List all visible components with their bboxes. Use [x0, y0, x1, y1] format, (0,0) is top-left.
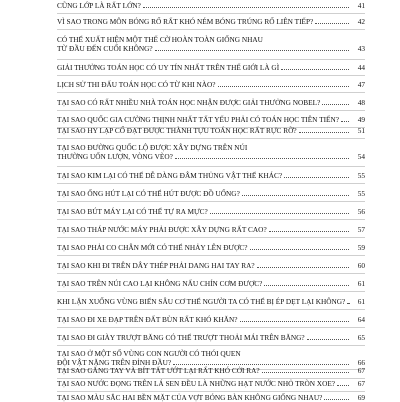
toc-entry-title: TẠI SAO PHẢI CO CHÂN MỚI CÓ THỂ NHẢY LÊN ĐƯỢC? [57, 243, 248, 252]
toc-entry-title: TẠI SAO ĐI XE ĐẠP TRÊN ĐẤT BÙN RẤT KHÓ KHĂN? [57, 315, 238, 324]
divider [57, 201, 365, 202]
toc-entry[interactable] [57, 297, 365, 306]
toc-entry[interactable] [57, 333, 365, 342]
dot-leader [175, 158, 349, 159]
toc-entry[interactable] [57, 393, 365, 402]
toc-entry-title: TẠI SAO CÓ RẤT NHIỀU NHÀ TOÁN HỌC NHẬN ĐƯỢC GIẢI THƯỞNG NOBEL? [57, 98, 321, 107]
toc-entry[interactable] [57, 63, 365, 72]
divider [57, 13, 365, 14]
toc-page-number: 67 [357, 366, 365, 375]
toc-entry-title: CÓ THỂ XUẤT HIỆN MỘT THẾ CỜ HOÀN TOÀN GIỐNG NHAU [57, 35, 263, 44]
divider [57, 110, 365, 111]
dot-leader [257, 267, 349, 268]
toc-entry[interactable] [57, 35, 365, 53]
toc-page-number: 66 [357, 358, 365, 367]
dot-leader [337, 385, 349, 386]
toc-entry-title: VÌ SAO TRONG MÔN BÓNG RỔ RẤT KHÓ NÉM BÓNG TRÚNG RỔ LIÊN TIẾP? [57, 17, 314, 26]
toc-entry-title: TẠI SAO GĂNG TAY VÀ BÍT TẤT ƯỚT LẠI RẤT KHÓ CỞI RA? [57, 366, 260, 375]
divider [57, 273, 365, 274]
toc-entry-title: GIẢI THƯỞNG TOÁN HỌC CÓ UY TÍN NHẤT TRÊN THẾ GIỚI LÀ GÌ [57, 63, 280, 72]
toc-page-number: 67 [357, 379, 365, 388]
toc-entry[interactable] [57, 189, 365, 198]
toc-page-number: 55 [357, 189, 365, 198]
dot-leader [264, 285, 349, 286]
toc-entry-title: TẠI SAO BÚT MÁY LẠI CÓ THỂ TỰ RA MỰC? [57, 207, 208, 216]
toc-page-number: 65 [357, 333, 365, 342]
dot-leader [341, 121, 349, 122]
toc-entry-title: TẠI SAO THÁP NƯỚC MÁY PHẢI ĐƯỢC XÂY DỰNG RẤT CAO? [57, 225, 267, 234]
toc-page-number: 55 [357, 171, 365, 180]
toc-entry-title: KHI LẶN XUỐNG VÙNG BIỂN SÂU CƠ THỂ NGƯỜI TA CÓ THỂ BỊ ÉP DẸT LẠI KHÔNG? [57, 297, 346, 306]
divider [57, 166, 365, 167]
divider [57, 345, 365, 346]
toc-entry-title: CŨNG LỚP LÀ RẤT LỚN? [57, 1, 141, 10]
dot-leader [284, 177, 349, 178]
toc-entry[interactable] [57, 225, 365, 234]
toc-page-number: 61 [357, 279, 365, 288]
toc-entry-title: TẠI SAO ĐI GIÀY TRƯỢT BĂNG CÓ THỂ TRƯỢT THOẢI MÁI TRÊN BĂNG? [57, 333, 305, 342]
toc-entry-title: TẠI SAO TRÊN NÚI CAO LẠI KHÔNG NẤU CHÍN CƠM ĐƯỢC? [57, 279, 263, 288]
divider [57, 219, 365, 220]
toc-entry-title-line2: TỪ ĐẦU ĐẾN CUỐI KHÔNG? [57, 44, 153, 53]
toc-page-number: 64 [357, 315, 365, 324]
toc-entry-title: TẠI SAO MÀU SẮC HAI BỀN MẶT CỦA VỢT BÓNG BÀN KHÔNG GIỐNG NHAU? [57, 393, 323, 402]
dot-leader [250, 249, 349, 250]
toc-entry-title: TẠI SAO ỐNG HÚT LẠI CÓ THỂ HÚT ĐƯỢC ĐỒ UỐNG? [57, 189, 240, 198]
divider [57, 138, 365, 139]
toc-entry-title: LỊCH SỬ THI ĐẤU TOÁN HỌC CÓ TỪ KHI NÀO? [57, 80, 216, 89]
toc-entry[interactable] [57, 315, 365, 324]
dot-leader [143, 7, 349, 8]
toc-entry[interactable] [57, 279, 365, 288]
divider [57, 59, 365, 60]
dot-leader [240, 321, 349, 322]
toc-entry[interactable] [57, 366, 365, 375]
toc-page-number: 69 [357, 393, 365, 402]
toc-entry[interactable] [57, 243, 365, 252]
dot-leader [281, 69, 349, 70]
dot-leader [347, 303, 349, 304]
toc-entry-title-line2: THƯỜNG UỐN LƯỢN, VÒNG VÈO? [57, 152, 173, 161]
toc-page-number: 48 [357, 98, 365, 107]
toc-page-number: 51 [357, 126, 365, 135]
dot-leader [269, 231, 349, 232]
toc-entry-title-line2: ĐỘI VẬT NẶNG TRÊN ĐỈNH ĐẦU? [57, 358, 172, 367]
toc-page-number: 43 [357, 44, 365, 53]
dot-leader [242, 195, 349, 196]
dot-leader [315, 23, 349, 24]
toc-entry[interactable] [57, 171, 365, 180]
toc-entry-title: TẠI SAO KIM LẠI CÓ THỂ DỄ DÀNG ĐÂM THỦNG VẬT THỂ KHÁC? [57, 171, 283, 180]
toc-entry-title: TẠI SAO ĐƯỜNG QUỐC LỘ ĐƯỢC XÂY DỰNG TRÊN NÚI [57, 143, 248, 152]
dot-leader [210, 213, 349, 214]
toc-entry[interactable] [57, 80, 365, 89]
dot-leader [322, 104, 349, 105]
toc-entry[interactable] [57, 17, 365, 26]
toc-entry[interactable] [57, 1, 365, 10]
toc-entry-title: TẠI SAO QUỐC GIA CƯỜNG THỊNH NHẤT TẤT YẾU PHẢI CÓ TOÁN HỌC TIÊN TIẾN? [57, 115, 339, 124]
dot-leader [173, 364, 349, 365]
dot-leader [155, 50, 349, 51]
toc-entry-title: TẠI SAO NƯỚC ĐỌNG TRÊN LÁ SEN ĐỀU LÀ NHỮNG HẠT NƯỚC NHỎ TRÒN XOE? [57, 379, 336, 388]
divider [57, 255, 365, 256]
toc-page-number: 49 [357, 115, 365, 124]
dot-leader [218, 86, 349, 87]
toc-entry[interactable] [57, 379, 365, 388]
toc-page-number: 54 [357, 152, 365, 161]
toc-page-number: 61 [357, 297, 365, 306]
toc-entry[interactable] [57, 143, 365, 161]
dot-leader [307, 339, 349, 340]
divider [57, 183, 365, 184]
toc-page-number: 57 [357, 225, 365, 234]
toc-entry[interactable] [57, 349, 365, 367]
dot-leader [262, 372, 349, 373]
toc-page-number: 41 [357, 1, 365, 10]
divider [57, 29, 365, 30]
toc-entry[interactable] [57, 98, 365, 107]
toc-entry-title: TẠI SAO HY LẠP CỔ ĐẠT ĐƯỢC THÀNH TỰU TOÁN HỌC RẤT RỰC RỠ? [57, 126, 297, 135]
divider [57, 327, 365, 328]
divider [57, 237, 365, 238]
toc-page-number: 56 [357, 207, 365, 216]
dot-leader [299, 132, 349, 133]
toc-entry[interactable] [57, 115, 365, 124]
toc-page-number: 42 [357, 17, 365, 26]
toc-entry[interactable] [57, 207, 365, 216]
toc-page-number: 60 [357, 261, 365, 270]
toc-page-number: 59 [357, 243, 365, 252]
divider [57, 291, 365, 292]
toc-entry[interactable] [57, 126, 365, 135]
divider [57, 391, 365, 392]
divider [57, 309, 365, 310]
toc-page-number: 44 [357, 63, 365, 72]
toc-page-number: 47 [357, 80, 365, 89]
toc-entry[interactable] [57, 261, 365, 270]
toc-entry-title: TẠI SAO Ở MỘT SỐ VÙNG CON NGƯỜI CÓ THÓI QUEN [57, 349, 241, 358]
divider [57, 75, 365, 76]
divider [57, 92, 365, 93]
toc-entry-title: TẠI SAO KHI ĐI TRÊN DÂY THÉP PHẢI DANG HAI TAY RA? [57, 261, 255, 270]
